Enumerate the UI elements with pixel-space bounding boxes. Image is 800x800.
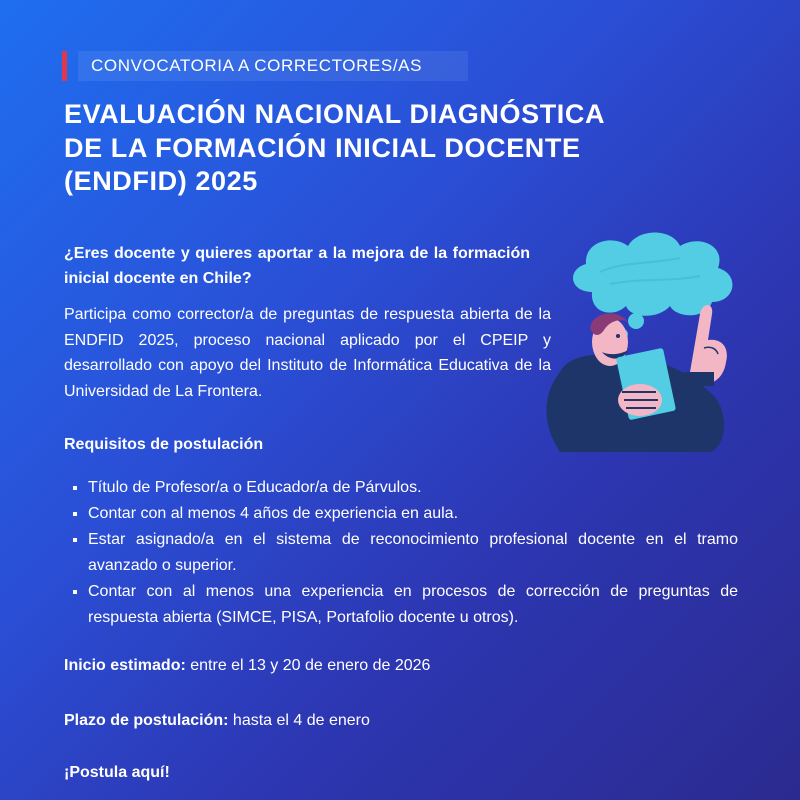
requirements-heading: Requisitos de postulación	[64, 436, 264, 453]
title-line-2: DE LA FORMACIÓN INICIAL DOCENTE	[64, 132, 581, 163]
start-date	[64, 657, 430, 675]
requirements-list	[70, 475, 738, 631]
teacher-thinking-illustration	[530, 222, 750, 472]
hand-icon	[618, 384, 662, 416]
deadline-label: Plazo de postulación:	[64, 712, 229, 729]
start-date-label: Inicio estimado:	[64, 657, 186, 674]
page-title	[64, 98, 684, 199]
pointing-hand-icon	[684, 305, 727, 386]
list-item: Contar con al menos una experiencia en procesos de corrección de preguntas de respuesta abierta (SIMCE, PISA, Portafolio docente u otros).	[70, 579, 738, 631]
apply-link[interactable]: ¡Postula aquí!	[64, 764, 170, 781]
deadline	[64, 712, 370, 730]
call-tag: CONVOCATORIA A CORRECTORES/AS	[78, 51, 468, 81]
intro-question: ¿Eres docente y quieres aportar a la mejora de la formación inicial docente en Chile?	[64, 245, 530, 287]
deadline-value: hasta el 4 de enero	[228, 712, 370, 729]
list-item: Contar con al menos 4 años de experiencia en aula.	[70, 501, 738, 527]
list-item: Título de Profesor/a o Educador/a de Párvulos.	[70, 475, 738, 501]
title-line-1: EVALUACIÓN NACIONAL DIAGNÓSTICA	[64, 99, 606, 129]
intro-paragraph: Participa como corrector/a de preguntas de respuesta abierta de la ENDFID 2025, proceso nacional aplicado por el CPEIP y desarrollado con apoyo del Instituto de Informática Educativa de la Universidad de La Frontera.	[64, 306, 551, 400]
title-line-3: (ENDFID) 2025	[64, 166, 258, 196]
accent-bar	[62, 51, 67, 81]
start-date-value: entre el 13 y 20 de enero de 2026	[185, 657, 431, 674]
list-item: Estar asignado/a en el sistema de reconocimiento profesional docente en el tramo avanzado o superior.	[70, 527, 738, 579]
